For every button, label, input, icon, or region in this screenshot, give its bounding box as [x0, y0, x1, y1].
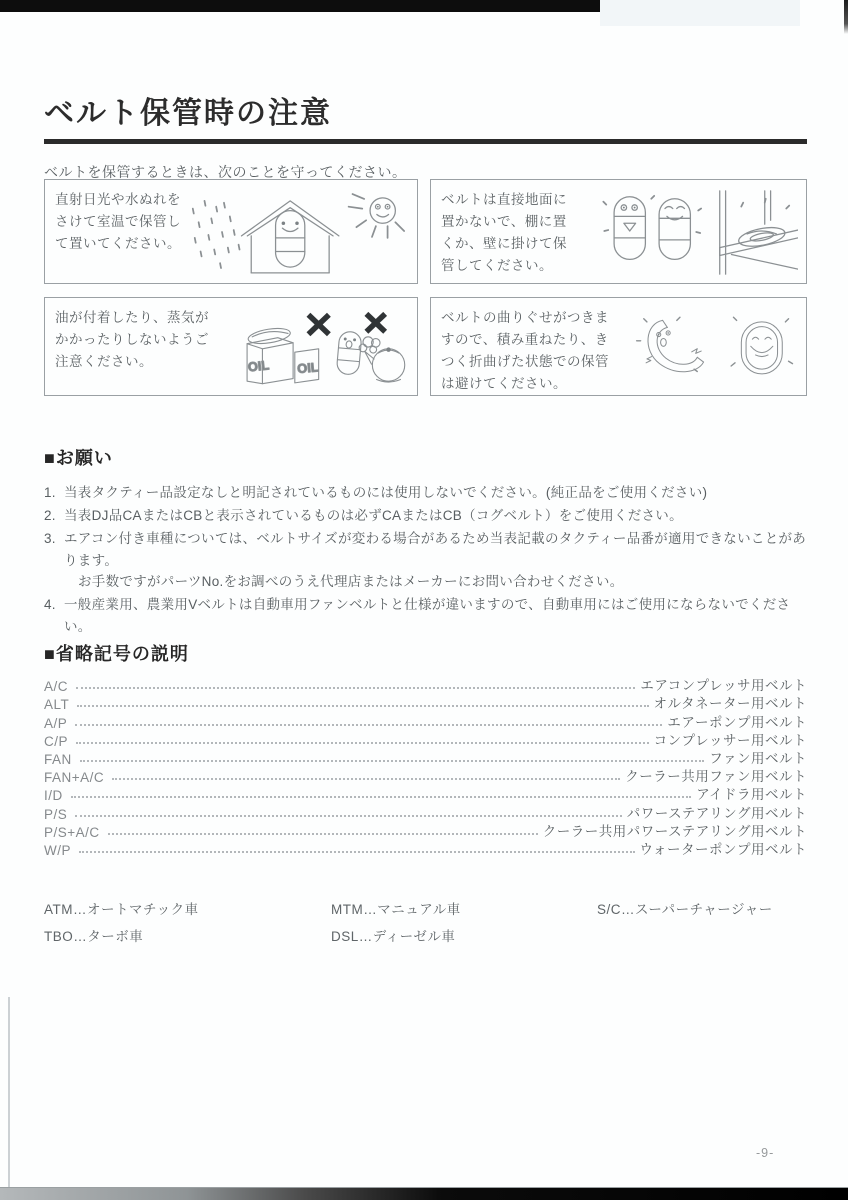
page-number: -9-: [756, 1146, 775, 1160]
item-text: 当表タクティー品設定なしと明記されているものには使用しないでください。(純正品をご使用ください): [64, 485, 708, 500]
sun-icon: [349, 194, 405, 238]
prohibited-x-icon: [366, 314, 385, 332]
belt-character-icon: [276, 211, 305, 267]
request-section: [44, 444, 807, 639]
abbr-desc: ウォーターポンプ用ベルト: [639, 841, 807, 857]
dotted-leader: [77, 705, 648, 707]
abbreviation-row: [44, 768, 807, 786]
oil-label: OIL: [296, 359, 320, 377]
item-number: 3.: [44, 530, 56, 546]
item-number: 1.: [44, 485, 56, 500]
request-item: [44, 482, 807, 504]
bent-sad-belt-icon: [646, 320, 703, 371]
dotted-leader: [112, 778, 620, 780]
hanging-belt-icon: [614, 197, 645, 260]
bent-vs-straight-belt-illustration: [617, 307, 798, 388]
item-number: 4.: [44, 597, 56, 613]
item-text-line2: お手数ですがパーツNo.をお調べのうえ代理店またはメーカーにお問い合わせください。: [78, 574, 624, 590]
abbreviation-row: [44, 732, 807, 750]
dotted-leader: [75, 815, 621, 817]
abbreviation-heading: ■省略記号の説明: [44, 644, 189, 664]
dotted-leader: [79, 851, 635, 853]
notice-text: 直射日光や水ぬれをさけて室温で保管して置いてください。: [55, 192, 181, 251]
abbr-code: A/P: [44, 715, 68, 731]
vehicle-code: TBO…ターボ車: [44, 929, 144, 944]
dotted-leader: [80, 760, 705, 762]
abbr-desc: エアコンプレッサ用ベルト: [640, 678, 807, 694]
item-text-line1: エアコン付き車種については、ベルトサイズが変わる場合があるため当表記載のタクティー品番が適用できないことがあります。: [64, 530, 807, 568]
belts-on-wall-shelf-illustration: [573, 189, 798, 276]
abbr-code: I/D: [44, 788, 63, 804]
scan-top-bar: [0, 0, 656, 12]
vehicle-code-legend: [44, 898, 807, 945]
rain-icon: [193, 201, 240, 268]
abbr-code: C/P: [44, 733, 69, 749]
abbr-desc: コンプレッサー用ベルト: [653, 732, 807, 748]
coiled-belt-icon: [737, 224, 786, 249]
prohibited-x-icon: [308, 315, 328, 335]
request-heading: ■お願い: [44, 448, 113, 468]
abbr-desc: アイドラ用ベルト: [696, 787, 807, 803]
worried-belt-icon: [336, 331, 362, 375]
item-text: [64, 528, 807, 594]
request-item: [44, 505, 807, 527]
hanging-belt-happy-icon: [659, 199, 690, 260]
scan-bottom-bar: [0, 1187, 848, 1200]
item-text: 当表DJ品CAまたはCBと表示されているものは必ずCAまたはCB（コグベルト）をご使用ください。: [64, 507, 683, 523]
abbreviation-list: [44, 677, 807, 859]
scan-right-edge: [844, 0, 848, 34]
title-underline: [44, 139, 807, 144]
abbr-code: FAN+A/C: [44, 770, 105, 786]
shelf-icon: [720, 230, 798, 269]
abbr-desc: クーラー共用パワーステアリング用ベルト: [542, 823, 807, 839]
title-section: [44, 88, 807, 182]
notice-text: ベルトの曲りぐせがつきますので、積み重ねたり、きつく折曲げた状態での保管は避けてください。: [441, 310, 609, 391]
notice-box-bending: [430, 297, 807, 396]
abbr-code: FAN: [44, 751, 72, 767]
dotted-leader: [108, 833, 538, 835]
abbreviation-section: [44, 640, 807, 859]
oil-can-small-icon: [295, 349, 320, 383]
steam-icon: [359, 337, 380, 353]
notice-text: ベルトは直接地面に置かないで、棚に置くか、壁に掛けて保管してください。: [441, 192, 567, 273]
page-title: ベルト保管時の注意: [44, 97, 332, 130]
oil-label: OIL: [247, 357, 270, 375]
happy-belt-icon: [741, 322, 782, 374]
abbr-desc: オルタネーター用ベルト: [653, 696, 807, 712]
request-items: [44, 482, 807, 638]
request-item: [44, 594, 807, 638]
item-text: 一般産業用、農業用Vベルトは自動車用ファンベルトと仕様が違いますので、自動車用にはご使用にならないでください。: [64, 597, 791, 635]
abbr-code: A/C: [44, 679, 69, 695]
notice-text: 油が付着したり、蒸気がかかったりしないようご注意ください。: [55, 310, 209, 369]
dotted-leader: [76, 742, 649, 744]
notice-box-shelf-wall: [430, 179, 807, 284]
scan-tint: [600, 0, 800, 26]
notice-box-oil-steam: [44, 297, 418, 396]
oil-can-icon: [247, 326, 293, 384]
vehicle-code: ATM…オートマチック車: [44, 902, 199, 917]
abbr-desc: クーラー共用ファン用ベルト: [625, 769, 807, 785]
vehicle-code: S/C…スーパーチャージャー: [597, 902, 773, 917]
dotted-leader: [75, 724, 662, 726]
abbr-code: P/S: [44, 806, 68, 822]
notice-box-room-temp: [44, 179, 418, 284]
scan-left-edge: [8, 997, 10, 1187]
vehicle-code: MTM…マニュアル車: [331, 902, 461, 917]
item-number: 2.: [44, 507, 56, 523]
vehicle-code: DSL…ディーゼル車: [331, 929, 456, 944]
oil-cans-kettle-illustration: [213, 307, 409, 388]
abbr-code: W/P: [44, 842, 71, 858]
abbr-code: P/S+A/C: [44, 824, 100, 840]
intro-text: ベルトを保管するときは、次のことを守ってください。: [44, 164, 407, 180]
dotted-leader: [71, 796, 691, 798]
notice-boxes: [44, 179, 807, 396]
abbr-code: ALT: [44, 697, 70, 713]
abbr-desc: パワーステアリング用ベルト: [626, 805, 807, 821]
vehicle-code: [597, 925, 807, 945]
house-sun-rain-illustration: [185, 189, 409, 276]
abbreviation-row: [44, 841, 807, 859]
abbr-desc: ファン用ベルト: [709, 750, 807, 766]
house-icon: [241, 201, 338, 273]
dotted-leader: [76, 687, 635, 689]
sparkle-marks-icon: [731, 317, 792, 366]
request-item: [44, 528, 807, 594]
abbr-desc: エアーポンプ用ベルト: [667, 714, 807, 730]
